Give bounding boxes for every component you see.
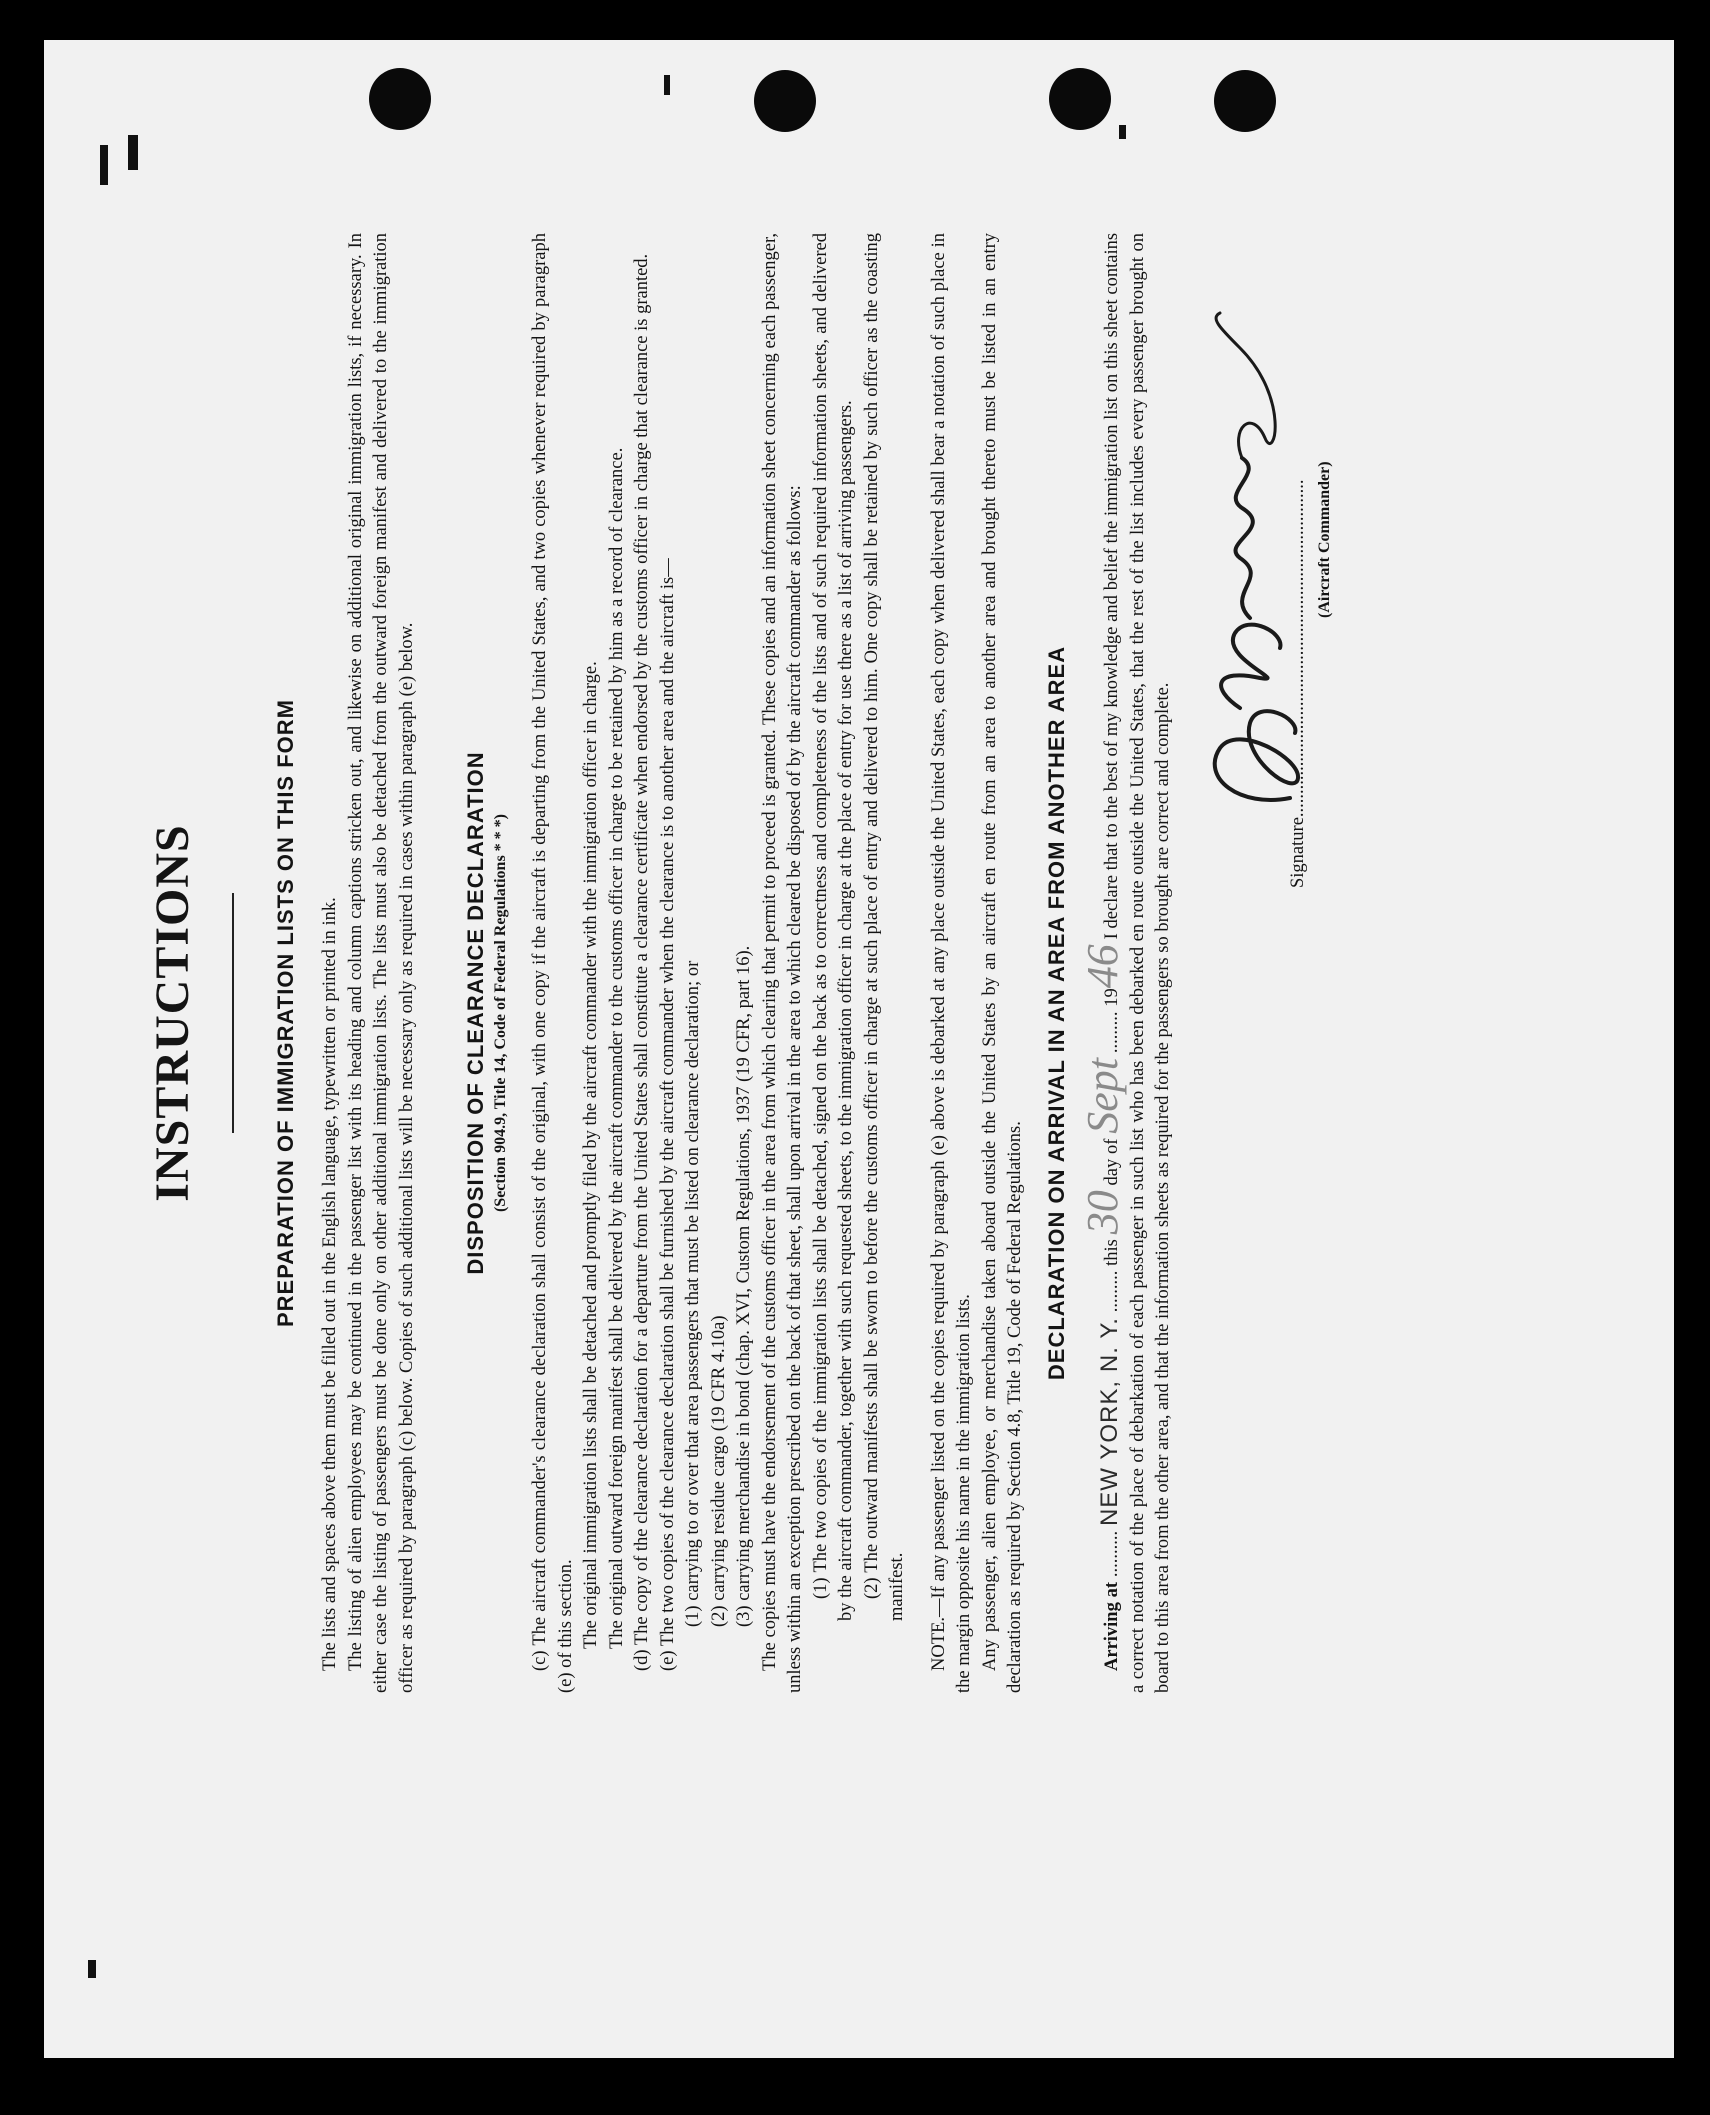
preparation-paragraph: The listing of alien employees may be continued in the passenger list with its heading and column captions stricken out, and likewise on additional original immigration lists, if necessary. In either case the listing of passengers must be done only on other additional immigration lists. The lists must also be detached from the outward foreign manifest and delivered to the immigration officer as required by paragraph (c) below. Copies of such additional lists will be necessary only as required in cases within paragraph (e) below.: [345, 233, 417, 1693]
copies-item: (1) The two copies of the immigration lists shall be detached, signed on the back as to correctness and completeness of the lists and of such required information sheets, and delivered by the aircraft commander, together with such requested sheets, to the immigration officer in charge at the place of entry for use there as a list of arriving passengers.: [810, 233, 856, 1621]
preparation-section: [318, 233, 420, 1693]
arrival-day: 30: [1078, 1190, 1127, 1235]
disposition-subheading: (Section 904.9, Title 14, Code of Federal Regulations * * *): [492, 813, 509, 1213]
disposition-section: [528, 233, 1029, 1693]
declaration-body: I declare that to the best of my knowledge and belief the immigration list on this sheet contains a correct notation of the place of debarkation of each passenger in such list who has been debarked en route outside the United States, that the rest of the list includes every passenger brought on board to this area from the other area, and that the information sheets as required for the passengers so brought are correct and complete.: [1102, 232, 1173, 1693]
signature-caption: (Aircraft Commander): [1316, 461, 1333, 618]
note-paragraph: Any passenger, alien employee, or merchandise taken aboard outside the United States by an aircraft en route from an area to another area and brought thereto must be listed in an entry declaration as required by Section 4.8, Title 19, Code of Federal Regulations.: [979, 233, 1025, 1693]
rotated-instructions-content: [100, 78, 1390, 1948]
copies-paragraph: The copies must have the endorsement of the customs officer in the area from which clearing that permit to proceed is granted. These copies and an information sheet concerning each passenger, unless within an exception prescribed on the back of that sheet, shall upon arrival in the area to which cleared be disposed of by the aircraft commander as follows:: [759, 233, 805, 1693]
arriving-at-label: Arriving at: [1102, 1581, 1122, 1671]
disposition-heading: DISPOSITION OF CLEARANCE DECLARATION: [463, 751, 488, 1275]
arrival-declaration: [1078, 232, 1177, 1693]
title-divider: [232, 893, 234, 1133]
instructions-title: INSTRUCTIONS: [146, 824, 199, 1202]
paragraph-d: (d) The copy of the clearance declaration for a departure from the United States shall constitute a clearance certificate when endorsed by the customs officer in charge that clearance is granted.: [632, 253, 652, 1671]
arrival-place: NEW YORK, N. Y.: [1096, 1317, 1123, 1527]
dotted-fill: .........: [1102, 1011, 1122, 1054]
arrival-month: Sept: [1078, 1057, 1127, 1134]
note-paragraph: NOTE.—If any passenger listed on the copies required by paragraph (e) above is debarked at any place outside the United States, each copy when delivered shall bear a notation of such place in the margin opposite his name in the immigration lists.: [928, 233, 974, 1693]
year-prefix: 19: [1102, 988, 1122, 1007]
paragraph-e-item: (3) carrying merchandise in bond (chap. XVI, Custom Regulations, 1937 (19 CFR, part 16).: [734, 945, 754, 1627]
arrival-declaration-text: [1078, 232, 1177, 1693]
handwritten-signature: [1180, 298, 1330, 818]
dotted-fill: ..........: [1102, 1530, 1122, 1578]
signature-label: Signature: [1288, 817, 1308, 888]
copies-item: (2) The outward manifests shall be sworn to before the customs officer in charge at such place of entry and delivered to him. One copy shall be retained by such officer as the coasting manifest.: [861, 233, 907, 1621]
preparation-heading: PREPARATION OF IMMIGRATION LISTS ON THIS FORM: [273, 699, 298, 1327]
paragraph-e: (e) The two copies of the clearance declaration shall be furnished by the aircraft commander when the clearance is to another area and the aircraft is—: [657, 558, 678, 1671]
paragraph-c: (c) The aircraft commander's clearance declaration shall consist of the original, with one copy if the aircraft is departing from the United States, and two copies whenever required by paragraph (e) of this section.: [530, 233, 576, 1693]
paragraph-e-item: (2) carrying residue cargo (19 CFR 4.10a): [708, 1315, 729, 1627]
arrival-heading: DECLARATION ON ARRIVAL IN AN AREA FROM ANOTHER AREA: [1044, 645, 1069, 1381]
ink-mark: [88, 1960, 96, 1978]
paragraph-c-sub: The original immigration lists shall be detached and promptly filed by the aircraft commander with the immigration officer in charge.: [581, 661, 601, 1649]
paragraph-e-item: (1) carrying to or over that area passengers that must be listed on clearance declaration; or: [683, 960, 703, 1627]
day-of-label: day of: [1102, 1138, 1122, 1186]
dotted-fill: .........................................................................: [1288, 479, 1308, 818]
preparation-paragraph: The lists and spaces above them must be filled out in the English language, typewritten or printed in ink.: [320, 897, 340, 1671]
arrival-year: 46: [1078, 944, 1127, 989]
this-label: this: [1102, 1239, 1122, 1266]
dotted-fill: .........: [1102, 1270, 1122, 1313]
paragraph-c-sub: The original outward foreign manifest shall be delivered by the aircraft commander to the customs officer in charge to be retained by him as a record of clearance.: [606, 447, 627, 1649]
